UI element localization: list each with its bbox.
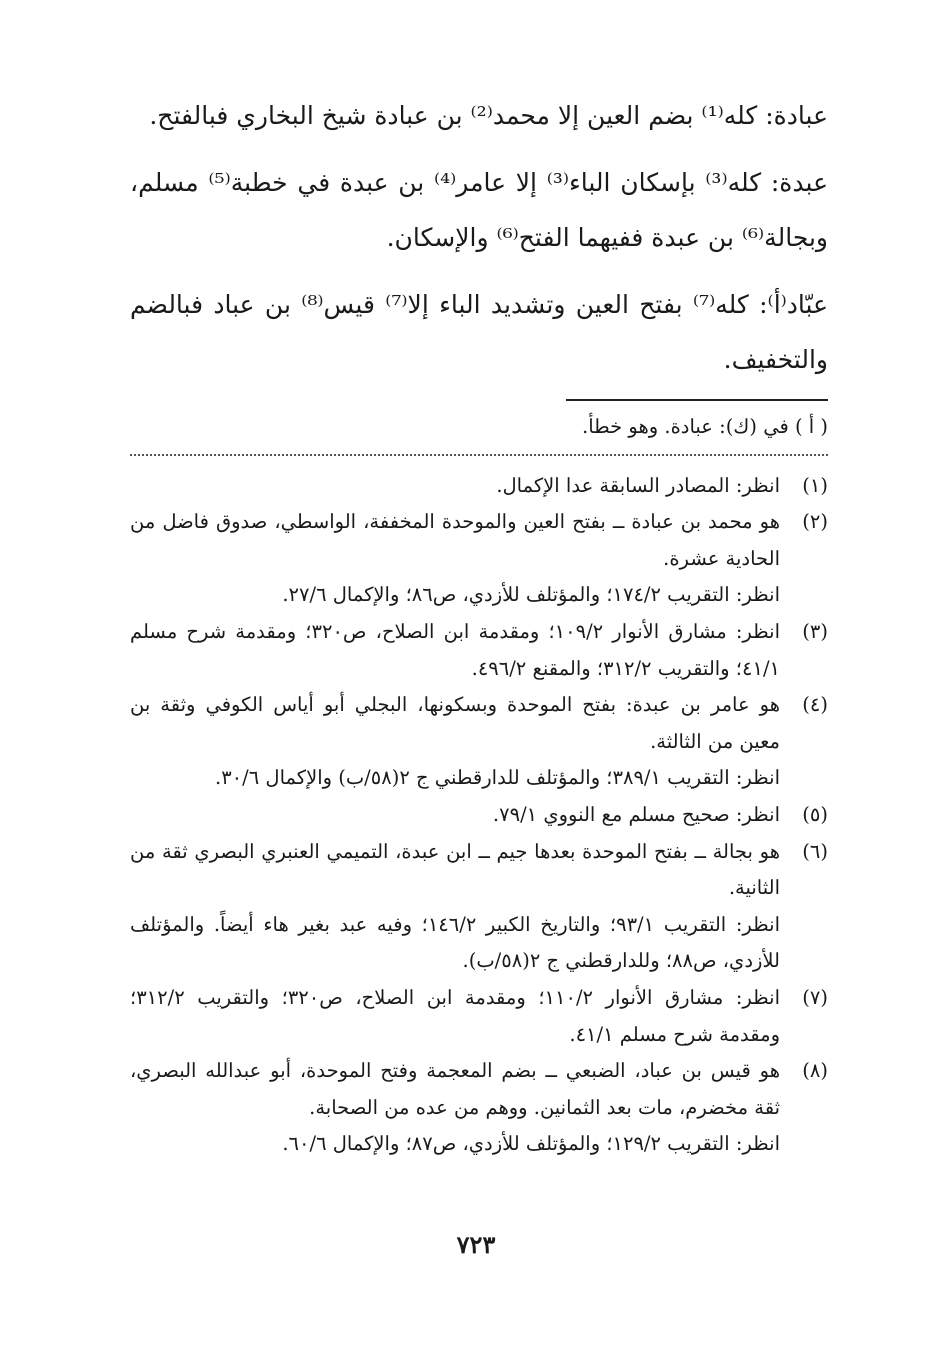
footnote-line: هو بجالة ــ بفتح الموحدة بعدها جيم ــ ابن عبدة، التميمي العنبري البصري ثقة من الثانية. bbox=[130, 839, 780, 900]
footnote-separator bbox=[566, 399, 828, 401]
dotted-separator bbox=[130, 454, 828, 456]
entry-abbad: عبّاد⁽أ⁾: كله⁽⁷⁾ بفتح العين وتشديد الباء إلا⁽⁷⁾ قيس⁽⁸⁾ بن عباد فبالضم والتخفيف. bbox=[130, 290, 828, 374]
footnote-line: انظر: التقريب ١٧٤/٢؛ والمؤتلف للأزدي، ص٨٦؛ والإكمال ٢٧/٦. bbox=[282, 583, 780, 607]
footnote-line: انظر: المصادر السابقة عدا الإكمال. bbox=[496, 473, 780, 497]
footnote-line: انظر: التقريب ٣٨٩/١؛ والمؤتلف للدارقطني ج ٢(٥٨/ب) والإكمال ٣٠/٦. bbox=[215, 766, 780, 790]
footnote-number: (٢) bbox=[802, 510, 828, 534]
footnote-line: هو قيس بن عباد، الضبعي ــ بضم المعجمة وفتح الموحدة، أبو عبدالله البصري، ثقة مخضرم، مات بعد الثمانين. ووهم من عده من الصحابة. bbox=[130, 1059, 780, 1119]
footnote-6 bbox=[130, 834, 828, 980]
footnote-number: (٧) bbox=[802, 985, 828, 1009]
entry-ubada: عبادة: كله⁽¹⁾ بضم العين إلا محمد⁽²⁾ بن عبادة شيخ البخاري فبالفتح. bbox=[149, 101, 828, 130]
footnote-5 bbox=[130, 797, 828, 834]
footnote-line: انظر: صحيح مسلم مع النووي ٧٩/١. bbox=[492, 802, 780, 826]
page-number: ٧٢٣ bbox=[456, 1230, 496, 1259]
page-content bbox=[130, 88, 828, 1163]
footnote-line: انظر: مشارق الأنوار ١١٠/٢؛ ومقدمة ابن الصلاح، ص٣٢٠؛ والتقريب ٣١٢/٢؛ ومقدمة شرح مسلم ٤١/١. bbox=[130, 985, 780, 1046]
footnote-number: (٣) bbox=[802, 619, 828, 643]
footnote-1 bbox=[130, 468, 828, 505]
footnote-line: انظر: مشارق الأنوار ١٠٩/٢؛ ومقدمة ابن الصلاح، ص٣٢٠؛ ومقدمة شرح مسلم ٤١/١؛ والتقريب ٣١٢/٢؛ والمقنع ٤٩٦/٢. bbox=[130, 619, 780, 680]
footnote-4 bbox=[130, 687, 828, 797]
variant-note: ( أ ) في (ك): عبادة. وهو خطأ. bbox=[582, 415, 828, 438]
footnote-line: انظر: التقريب ١٢٩/٢؛ والمؤتلف للأزدي، ص٨٧؛ والإكمال ٦٠/٦. bbox=[282, 1132, 780, 1156]
footnote-3 bbox=[130, 614, 828, 687]
main-text bbox=[130, 88, 828, 387]
footnote-number: (١) bbox=[802, 473, 828, 497]
footnote-line: انظر: التقريب ٩٣/١؛ والتاريخ الكبير ١٤٦/٢؛ وفيه عبد بغير هاء أيضاً. والمؤتلف للأزدي، ص٨٨؛ وللدارقطني ج ٢(٥٨/ب). bbox=[130, 912, 780, 973]
footnotes-section bbox=[130, 409, 828, 1163]
footnote-number: (٤) bbox=[802, 693, 828, 717]
footnote-line: هو عامر بن عبدة: بفتح الموحدة وبسكونها، البجلي أبو أياس الكوفي وثقة بن معين من الثالثة. bbox=[130, 693, 780, 753]
footnote-7 bbox=[130, 980, 828, 1053]
footnote-number: (٨) bbox=[802, 1059, 828, 1083]
footnote-2 bbox=[130, 504, 828, 614]
footnote-number: (٦) bbox=[802, 839, 828, 863]
footnote-8 bbox=[130, 1053, 828, 1163]
entry-abda: عبدة: كله⁽³⁾ بإسكان الباء⁽³⁾ إلا عامر⁽⁴⁾ بن عبدة في خطبة⁽⁵⁾ مسلم، وبجالة⁽⁶⁾ بن عبدة ففيهما الفتح⁽⁶⁾ والإسكان. bbox=[130, 168, 828, 252]
footnote-line: هو محمد بن عبادة ــ بفتح العين والموحدة المخففة، الواسطي، صدوق فاضل من الحادية عشرة. bbox=[130, 510, 780, 570]
footnote-number: (٥) bbox=[802, 802, 828, 826]
